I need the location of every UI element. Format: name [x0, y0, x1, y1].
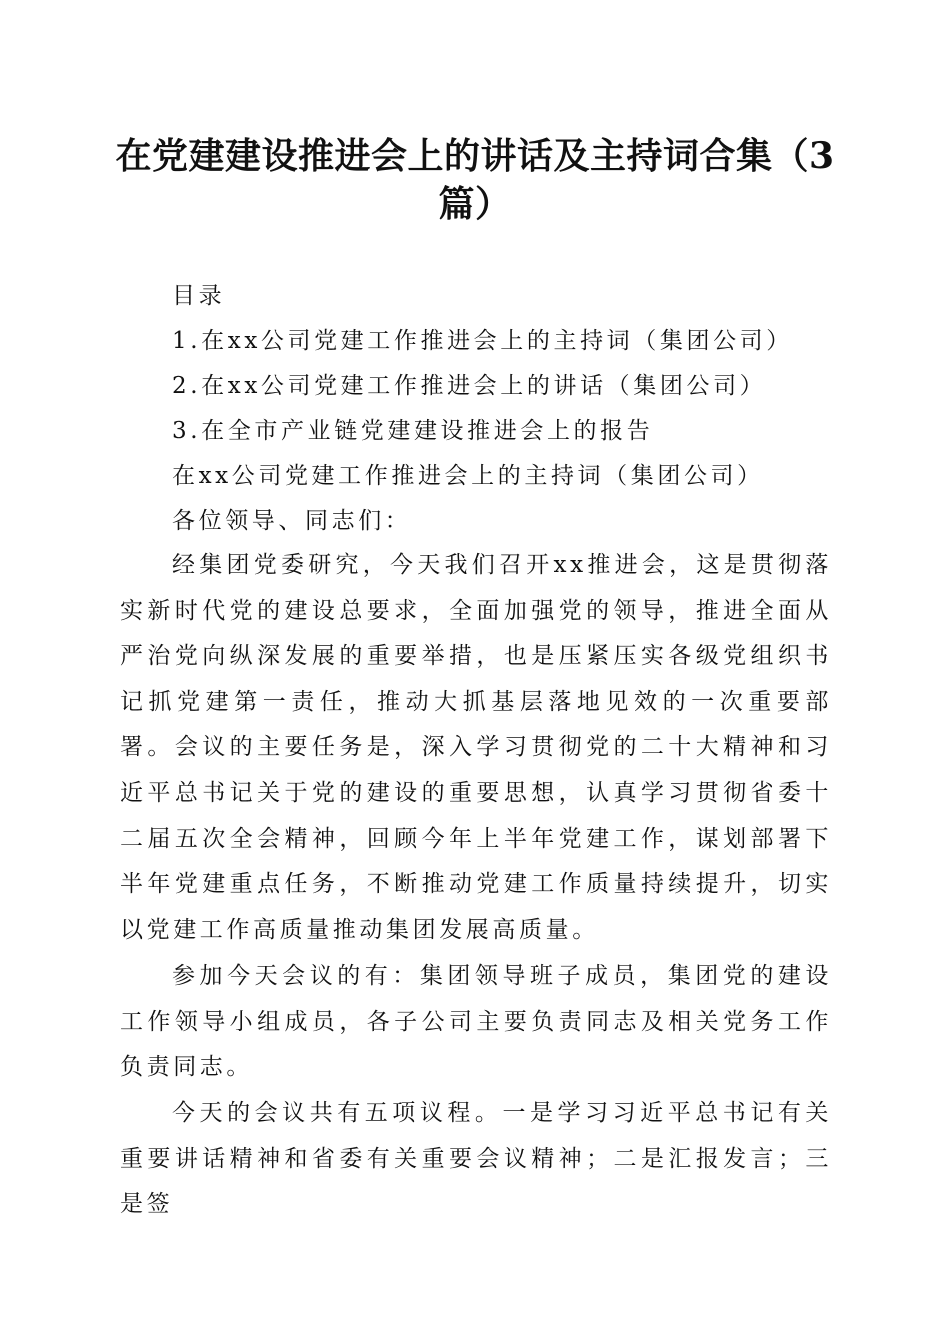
salutation: 各位领导、同志们： [172, 508, 412, 534]
paragraph: 经集团党委研究，今天我们召开xx推进会，这是贯彻落实新时代党的建设总要求，全面加强党的领导，推进全面从严治党向纵深发展的重要举措，也是压紧压实各级党组织书记抓党建第一责任，推动大抓基层落地见效的一次重要部署。会议的主要任务是，深入学习贯彻党的二十大精神和习近平总书记关于党的建设的重要思想，认真学习贯彻省委十二届五次全会精神，回顾今年上半年党建工作，谋划部署下半年党建重点任务，不断推动党建工作质量持续提升，切实以党建工作高质量推动集团发展高质量。 [120, 552, 832, 943]
toc-heading: 目录 [172, 283, 226, 309]
paragraph: 今天的会议共有五项议程。一是学习习近平总书记有关重要讲话精神和省委有关重要会议精神；二是汇报发言；三是签 [120, 1100, 832, 1218]
toc-item: 1.在xx公司党建工作推进会上的主持词（集团公司） [172, 328, 793, 354]
paragraph: 参加今天会议的有：集团领导班子成员，集团党的建设工作领导小组成员，各子公司主要负责同志及相关党务工作负责同志。 [120, 963, 832, 1081]
section-title: 在xx公司党建工作推进会上的主持词（集团公司） [172, 463, 764, 489]
document-title: 在党建建设推进会上的讲话及主持词合集（3篇） [115, 135, 835, 225]
toc-item: 3.在全市产业链党建建设推进会上的报告 [172, 418, 654, 444]
toc-item: 2.在xx公司党建工作推进会上的讲话（集团公司） [172, 373, 767, 399]
